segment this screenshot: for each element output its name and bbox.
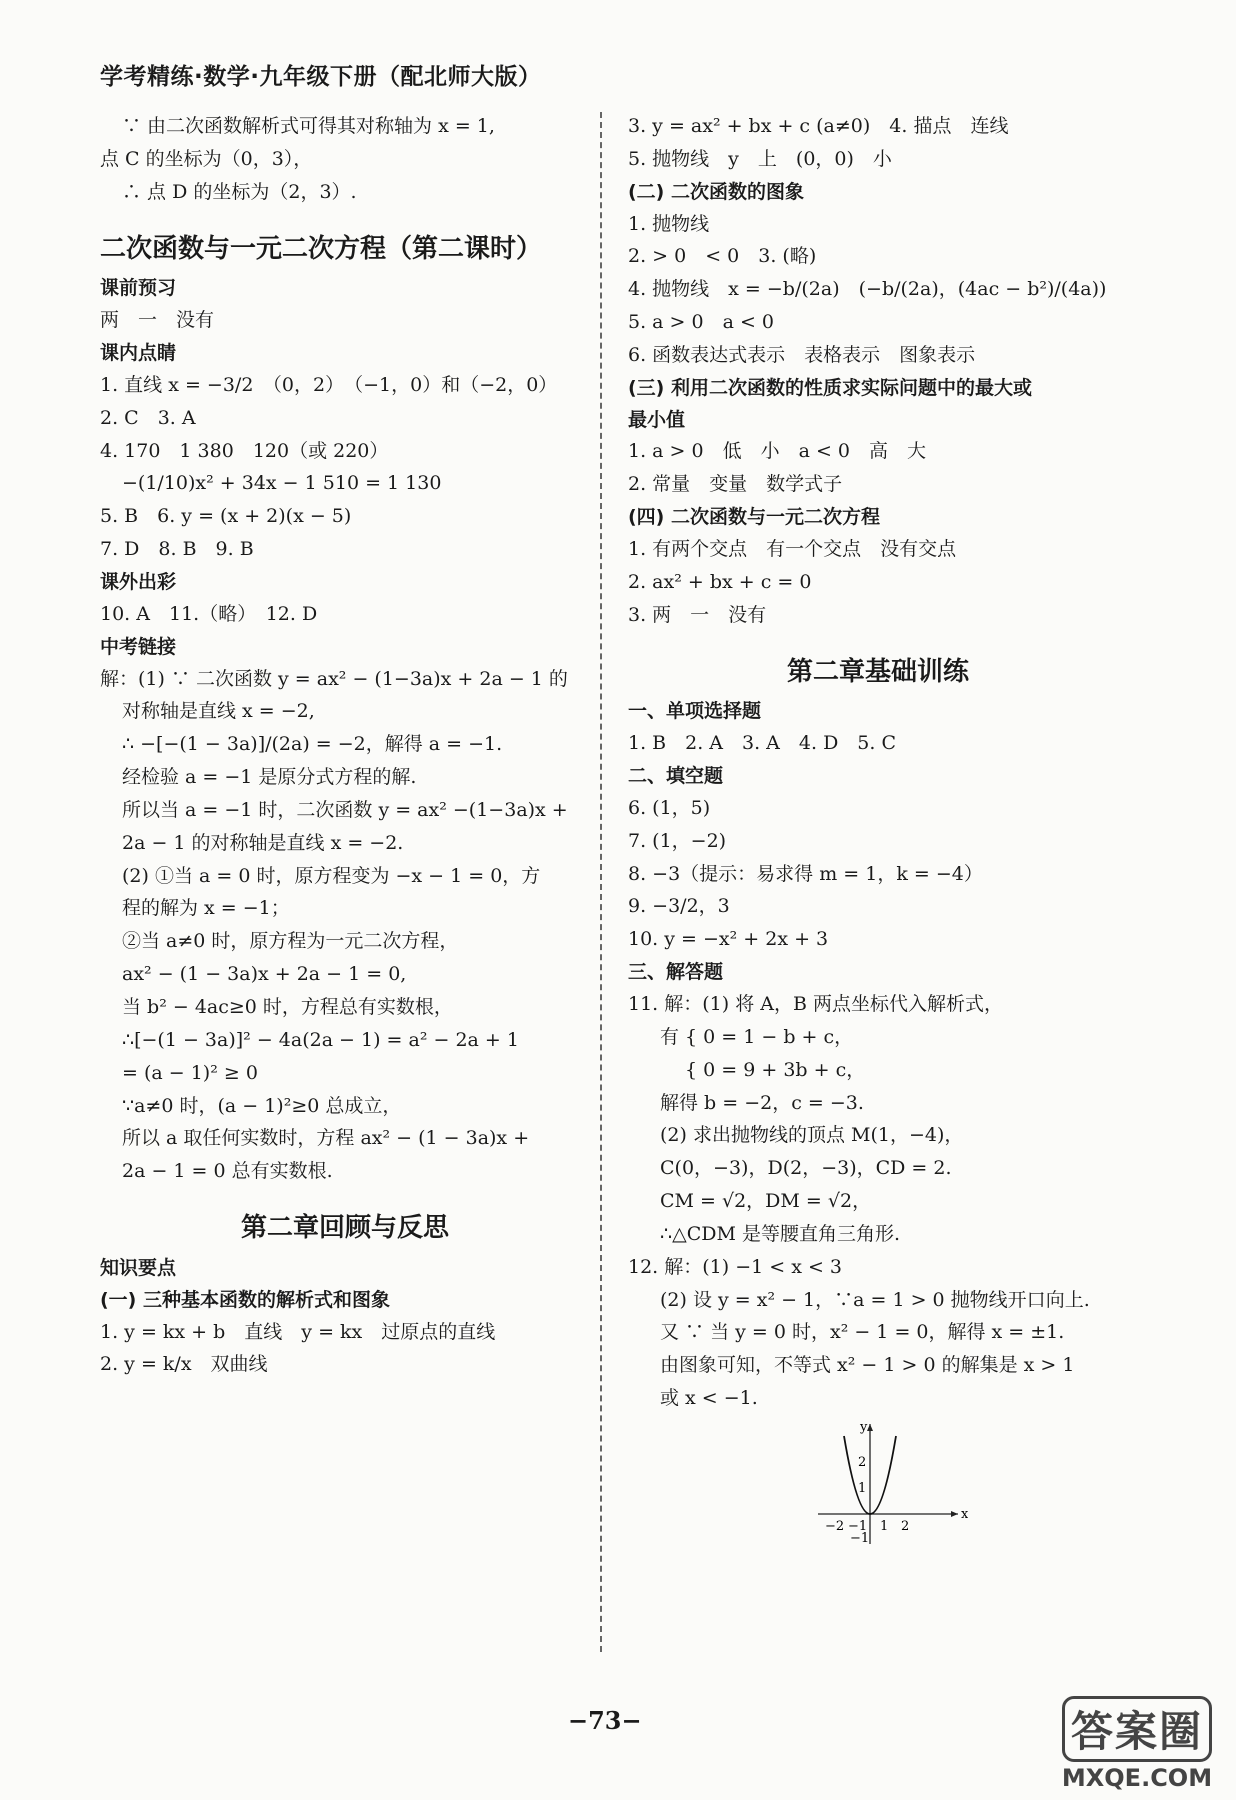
solution-line: CM = √2，DM = √2， [660,1190,872,1213]
solution-line: 又 ∵ 当 y = 0 时，x² − 1 = 0，解得 x = ±1. [660,1321,1065,1344]
solution-line: ∵a≠0 时，(a − 1)²≥0 总成立， [122,1094,402,1117]
solution-line: = (a − 1)² ≥ 0 [122,1061,258,1084]
answer-line: 4. 170 1 380 120（或 220） [100,439,389,462]
solution-line: ∴ −[−(1 − 3a)]/(2a) = −2，解得 a = −1. [122,733,503,756]
solution-line: 由图象可知，不等式 x² − 1 > 0 的解集是 x > 1 [660,1354,1075,1377]
answer-line: 1. 抛物线 [628,212,710,235]
answer-line: 2. C 3. A [100,406,196,429]
solution-line: ∴△CDM 是等腰直角三角形. [660,1222,901,1245]
section-title: 二次函数与一元二次方程（第二课时） [100,233,543,264]
answer-line: 9. −3/2，3 [628,895,730,918]
subsection-heading: 课前预习 [100,277,177,300]
tick-label: 2 [858,1454,867,1470]
right-column [628,110,1128,1555]
answer-line: 2. ax² + bx + c = 0 [628,570,812,593]
answer-line: 4. 抛物线 x = −b/(2a) (−b/(2a)，(4ac − b²)/(4a)) [628,278,1107,301]
x-arrow [951,1511,958,1517]
left-column [100,110,590,1381]
answer-line: 1. a > 0 低 小 a < 0 高 大 [628,440,926,463]
solution-line: 2a − 1 的对称轴是直线 x = −2. [122,831,404,854]
watermark-text: 答案圈 [1062,1696,1212,1762]
subsection-heading: 一、单项选择题 [628,700,762,723]
tick-label: 2 [901,1518,910,1534]
solution-line: 程的解为 x = −1； [122,897,290,920]
solution-line: (2) 设 y = x² − 1，∵a = 1 > 0 抛物线开口向上. [660,1288,1090,1311]
answer-line: 10. y = −x² + 2x + 3 [628,928,829,951]
answer-line: 5. a > 0 a < 0 [628,311,774,334]
intro-line: 点 C 的坐标为（0，3）， [100,147,313,170]
subsection-heading: (二) 二次函数的图象 [628,180,804,203]
answer-line: 2. y = k/x 双曲线 [100,1353,268,1376]
answer-line: 10. A 11.（略） 12. D [100,602,318,625]
solution-line: 有 { 0 = 1 − b + c， [660,1025,854,1048]
answer-line: 6. 函数表达式表示 表格表示 图象表示 [628,343,976,366]
subsection-heading: 中考链接 [100,635,177,658]
answer-line: 7. (1，−2) [628,829,727,852]
parabola-graph [808,1419,968,1549]
answer-line: 1. B 2. A 3. A 4. D 5. C [628,732,897,755]
subsection-heading: 课外出彩 [100,571,177,594]
answer-line: 5. 抛物线 y 上 (0，0) 小 [628,147,892,170]
intro-line: ∴ 点 D 的坐标为（2，3）. [122,180,357,203]
page-number: −73− [568,1706,642,1735]
answer-line: 6. (1，5) [628,796,711,819]
solution-line: 当 b² − 4ac≥0 时，方程总有实数根， [122,995,453,1018]
subsection-heading: 课内点睛 [100,342,177,365]
subsection-heading: 知识要点 [100,1256,177,1279]
solution-line: 或 x < −1. [660,1387,758,1410]
solution-line: 解得 b = −2，c = −3. [660,1091,864,1114]
solution-line: ax² − (1 − 3a)x + 2a − 1 = 0, [122,963,407,986]
subsection-heading: 二、填空题 [628,765,724,788]
y-arrow [867,1424,873,1431]
answer-line: 7. D 8. B 9. B [100,538,254,561]
solution-line: 经检验 a = −1 是原分式方程的解. [122,766,417,789]
answer-line: 1. 直线 x = −3/2 （0，2） （−1，0）和（−2，0） [100,373,558,396]
subsection-heading: (三) 利用二次函数的性质求实际问题中的最大或 [628,376,1032,399]
answer-line: 3. y = ax² + bx + c (a≠0) 4. 描点 连线 [628,115,1009,137]
section-title: 第二章回顾与反思 [240,1213,449,1244]
tick-label: 1 [858,1480,867,1496]
solution-line: 解：(1) ∵ 二次函数 y = ax² − (1−3a)x + 2a − 1 的 [100,667,568,690]
solution-line: 对称轴是直线 x = −2, [122,700,315,723]
solution-line: ∴[−(1 − 3a)]² − 4a(2a − 1) = a² − 2a + 1 [122,1028,519,1051]
solution-line: ②当 a≠0 时，原方程为一元二次方程， [122,930,459,953]
tick-label: −2 [825,1518,845,1534]
answer-line: 5. B 6. y = (x + 2)(x − 5) [100,505,352,528]
column-divider [600,112,602,1652]
tick-label: −1 [848,1518,868,1534]
answer-line: 两 一 没有 [100,309,215,332]
solution-line: (2) ①当 a = 0 时，原方程变为 −x − 1 = 0，方 [122,864,541,887]
watermark-url: MXQE.COM [1061,1764,1213,1792]
answer-line: 3. 两 一 没有 [628,603,767,626]
answer-line: 8. −3（提示：易求得 m = 1，k = −4） [628,862,983,885]
intro-line: ∵ 由二次函数解析式可得其对称轴为 x = 1, [122,115,495,137]
answer-line: 2. > 0 < 0 3. (略) [628,245,817,268]
watermark-logo [1052,1696,1222,1792]
solution-line: (2) 求出抛物线的顶点 M(1，−4)， [660,1124,964,1147]
subsection-heading: (四) 二次函数与一元二次方程 [628,506,880,529]
solution-line: 12. 解：(1) −1 < x < 3 [628,1255,843,1278]
section-title: 第二章基础训练 [786,656,969,687]
solution-line: 2a − 1 = 0 总有实数根. [122,1160,333,1183]
subsection-heading: 最小值 [628,408,686,431]
y-axis-label: y [860,1419,868,1435]
tick-label: −1 [850,1530,870,1546]
solution-line: { 0 = 9 + 3b + c， [660,1058,866,1081]
answer-line: 2. 常量 变量 数学式子 [628,473,843,496]
tick-label: 1 [880,1518,889,1534]
solution-line: 所以当 a = −1 时，二次函数 y = ax² −(1−3a)x + [122,798,568,821]
answer-line: 1. 有两个交点 有一个交点 没有交点 [628,537,957,560]
solution-line: C(0，−3)，D(2，−3)，CD = 2. [660,1157,952,1180]
solution-line: 11. 解：(1) 将 A，B 两点坐标代入解析式， [628,992,1003,1015]
page-header: 学考精练·数学·九年级下册（配北师大版） [100,64,542,90]
answer-line: −(1/10)x² + 34x − 1 510 = 1 130 [122,472,442,495]
x-axis-label: x [961,1506,968,1522]
subsection-heading: 三、解答题 [628,961,724,984]
subsection-heading: (一) 三种基本函数的解析式和图象 [100,1288,390,1311]
solution-line: 所以 a 取任何实数时，方程 ax² − (1 − 3a)x + [122,1127,530,1150]
answer-line: 1. y = kx + b 直线 y = kx 过原点的直线 [100,1320,496,1343]
